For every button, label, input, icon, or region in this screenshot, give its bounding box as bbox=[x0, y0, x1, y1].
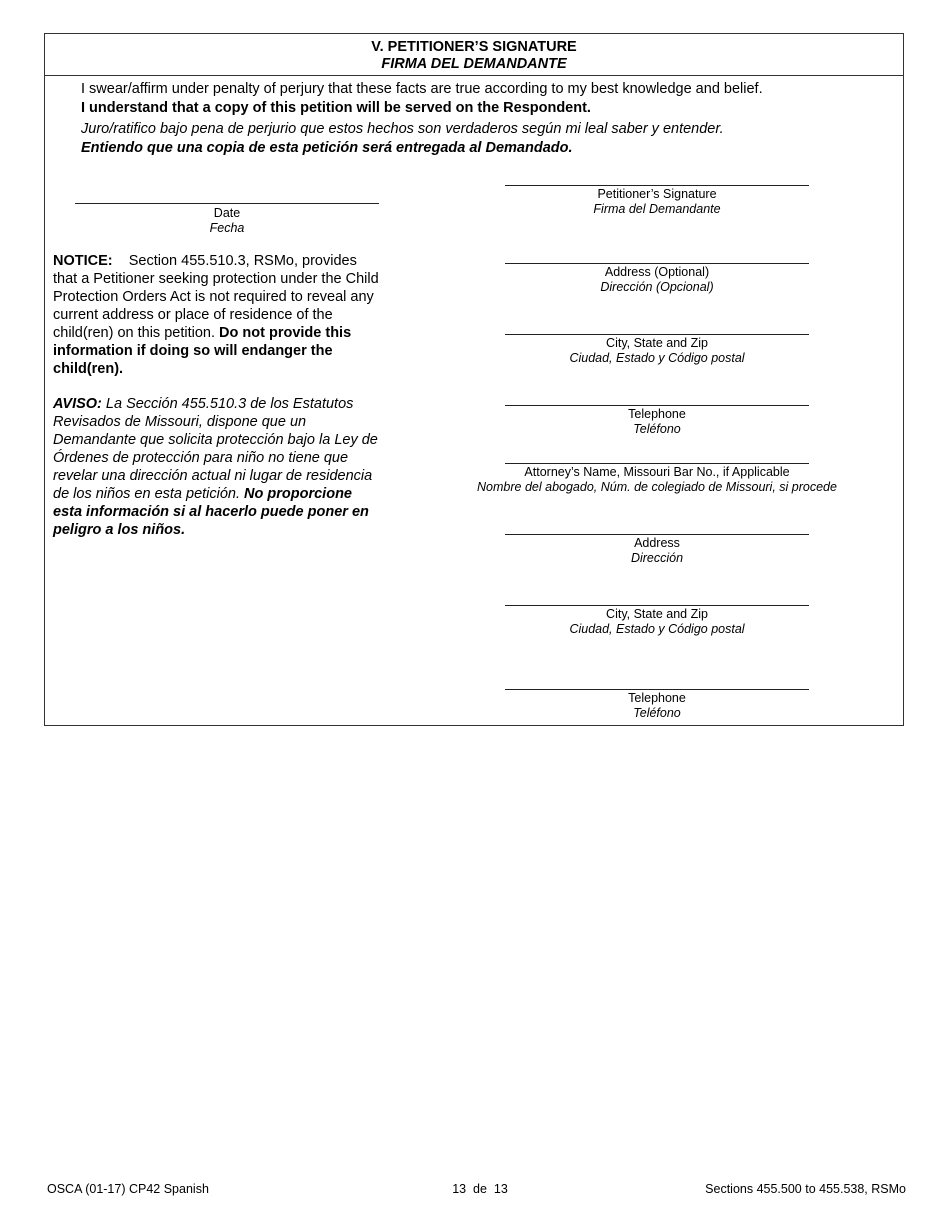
field-label-es: Dirección bbox=[630, 550, 684, 565]
field-label-es: Firma del Demandante bbox=[593, 201, 721, 216]
field-label-es: Dirección (Opcional) bbox=[600, 279, 714, 294]
field-label: Telephone bbox=[628, 691, 686, 705]
oath-es-line2: Entiendo que una copia de esta petición será entregada al Demandado. bbox=[81, 140, 573, 156]
section-title: V. PETITIONER’S SIGNATURE bbox=[371, 39, 577, 55]
oath-statement bbox=[81, 80, 881, 158]
field-label: Address (Optional) bbox=[604, 265, 710, 279]
signature-section bbox=[44, 33, 904, 726]
field-label: Attorney’s Name, Missouri Bar No., if Applicable bbox=[524, 465, 790, 479]
petitioner-signature-caption bbox=[457, 187, 857, 216]
footer-statutes: Sections 455.500 to 455.538, RSMo bbox=[705, 1182, 906, 1196]
attorney-name-line[interactable] bbox=[505, 463, 809, 464]
footer-page-number: 13 de 13 bbox=[452, 1182, 508, 1196]
oath-en-line1: I swear/affirm under penalty of perjury that these facts are true according to my best knowledge and belief. bbox=[81, 81, 763, 97]
section-header bbox=[45, 34, 903, 76]
address-optional-line[interactable] bbox=[505, 263, 809, 264]
date-label-es: Fecha bbox=[209, 220, 245, 235]
field-label: City, State and Zip bbox=[606, 607, 708, 621]
attorney-city-state-zip-caption bbox=[457, 607, 857, 636]
attorney-telephone-line[interactable] bbox=[505, 689, 809, 690]
petitioner-signature-line[interactable] bbox=[505, 185, 809, 186]
attorney-name-caption bbox=[457, 465, 857, 494]
aviso-body: La Sección 455.510.3 de los Estatutos Revisados de Missouri, dispone que un Demandante que solicita protección bajo la Ley de Órdenes de protección para niño no tiene que revelar una dirección actual ni lugar de residencia de los niños en esta petición. bbox=[53, 396, 378, 502]
field-label-es: Ciudad, Estado y Código postal bbox=[569, 350, 745, 365]
field-label-es: Ciudad, Estado y Código postal bbox=[569, 621, 745, 636]
field-label-es: Teléfono bbox=[633, 705, 681, 720]
footer-form-id: OSCA (01-17) CP42 Spanish bbox=[47, 1182, 209, 1196]
aviso-bold: No proporcione esta información si al hacerlo puede poner en peligro a los niños. bbox=[53, 486, 369, 538]
field-label-es: Teléfono bbox=[633, 421, 681, 436]
notice-heading: NOTICE: bbox=[53, 253, 113, 269]
city-state-zip-line[interactable] bbox=[505, 334, 809, 335]
aviso-paragraph bbox=[53, 395, 383, 539]
attorney-address-caption bbox=[457, 536, 857, 565]
oath-en-line2: I understand that a copy of this petition will be served on the Respondent. bbox=[81, 100, 591, 116]
field-label-es: Nombre del abogado, Núm. de colegiado de Missouri, si procede bbox=[477, 479, 837, 494]
telephone-line[interactable] bbox=[505, 405, 809, 406]
field-label: City, State and Zip bbox=[606, 336, 708, 350]
aviso-heading: AVISO: bbox=[53, 396, 102, 412]
city-state-zip-caption bbox=[457, 336, 857, 365]
notice-bold: Do not provide this information if doing so will endanger the child(ren). bbox=[53, 325, 352, 377]
section-title-es: FIRMA DEL DEMANDANTE bbox=[381, 56, 567, 72]
date-caption bbox=[75, 206, 379, 235]
telephone-caption bbox=[457, 407, 857, 436]
notice-paragraph bbox=[53, 252, 383, 378]
field-label: Address bbox=[634, 536, 680, 550]
field-label: Petitioner’s Signature bbox=[597, 187, 717, 201]
notice-body: Section 455.510.3, RSMo, provides that a Petitioner seeking protection under the Child Protection Orders Act is not required to reveal any current address or place of residence of the child(ren) on this petition. bbox=[53, 253, 379, 341]
attorney-address-line[interactable] bbox=[505, 534, 809, 535]
address-optional-caption bbox=[457, 265, 857, 294]
attorney-telephone-caption bbox=[457, 691, 857, 720]
date-line[interactable] bbox=[75, 203, 379, 204]
field-label: Telephone bbox=[628, 407, 686, 421]
attorney-city-state-zip-line[interactable] bbox=[505, 605, 809, 606]
date-label: Date bbox=[213, 206, 241, 220]
oath-es-line1: Juro/ratifico bajo pena de perjurio que estos hechos son verdaderos según mi leal saber y entender. bbox=[81, 121, 724, 137]
